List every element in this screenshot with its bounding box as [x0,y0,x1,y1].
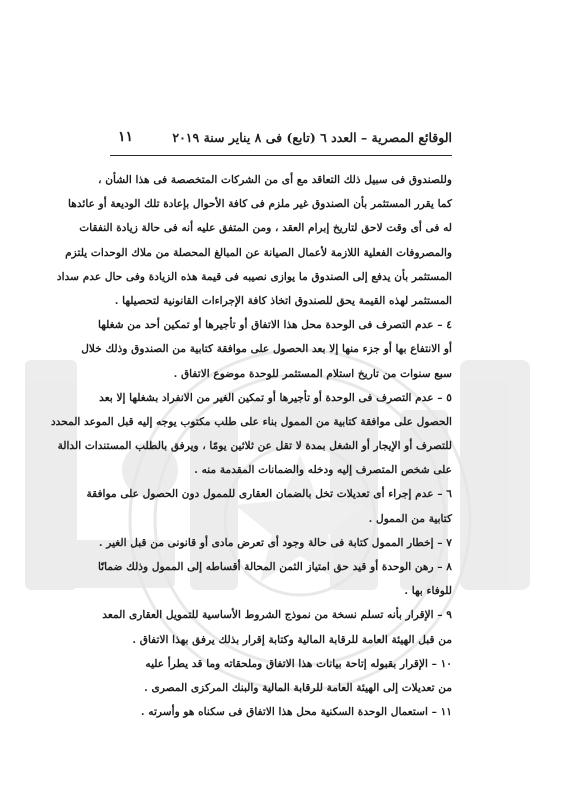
text-line: كما يقرر المستثمر بأن الصندوق غير ملزم فى كافة الأحوال بإعادة تلك الوديعة أو عائدها [68,198,452,211]
header-title: الوقائع المصرية – العدد ٦ (تابع) فى ٨ يناير سنة ٢٠١٩ [172,130,452,145]
text-line: ١٠ – الإقرار بقبوله إتاحة بيانات هذا الاتفاق وملحقاته وما قد يطرأ عليه [145,657,452,670]
text-line: المستثمر بأن يدفع إلى الصندوق ما يوازى نصيبه فى قيمة هذه الزيادة وفى حال عدم سداد [56,270,452,283]
text-line: ١١ – استعمال الوحدة السكنية محل هذا الاتفاق فى سكناه هو وأسرته . [140,706,452,719]
text-line: من قبل الهيئة العامة للرقابة المالية وكتابة إقرار بذلك يرفق بهذا الاتفاق . [132,633,452,646]
text-line: ٦ – عدم إجراء أى تعديلات تخل بالضمان العقارى للممول دون الحصول على موافقة [86,488,452,501]
text-line: للوفاء بها . [404,585,452,598]
text-line: ٤ – عدم التصرف فى الوحدة محل هذا الاتفاق أو تأجيرها أو تمكين أحد من شغلها [98,319,452,332]
header-divider [110,155,452,156]
body-text [50,168,452,724]
text-line: والمصروفات الفعلية اللازمة لأعمال الصيانة عن المبالغ المحصلة من ملاك الوحدات يلتزم [65,246,452,259]
text-line: وللصندوق فى سبيل ذلك التعاقد مع أى من الشركات المتخصصة فى هذا الشأن ، [98,174,452,186]
text-line: كتابية من الممول . [368,512,452,525]
text-line: ٩ – الإقرار بأنه تسلم نسخة من نموذج الشروط الأساسية للتمويل العقارى المعد [102,609,452,622]
text-line: المستثمر لهذه القيمة يحق للصندوق اتخاذ كافة الإجراءات القانونية لتحصيلها . [114,294,452,307]
text-line: سبع سنوات من تاريخ استلام المستثمر للوحدة موضوع الاتفاق . [173,367,452,380]
text-line: ٥ – عدم التصرف فى الوحدة أو تأجيرها أو تمكين الغير من الانفراد بشغلها إلا بعد [99,391,452,404]
text-line: على شخص المتصرف إليه ودخله والضمانات المقدمة منه . [194,464,452,477]
page-number: ١١ [118,129,134,145]
text-line: من تعديلات إلى الهيئة العامة للرقابة المالية والبنك المركزى المصرى . [144,681,452,694]
page-header [110,128,452,152]
text-line: الحصول على موافقة كتابية من الممول بناء على طلب مكتوب يوجه إليه قبل الموعد المحدد [50,415,452,428]
text-line: ٧ – إخطار الممول كتابة فى حالة وجود أى تعرض مادى أو قانونى من قبل الغير . [98,536,452,549]
text-line: أو الانتفاع بها أو جزء منها إلا بعد الحصول على موافقة كتابية من الصندوق وذلك خلال [81,343,452,356]
text-line: للتصرف أو الإيجار أو الشغل بمدة لا تقل عن ثلاثين يومًا ، ويرفق بالطلب المستندات الدالة [57,440,452,453]
text-line: له فى أى وقت لاحق لتاريخ إبرام العقد ، ومن المتفق عليه أنه فى حالة زيادة النفقات [79,222,452,235]
text-line: ٨ – رهن الوحدة أو قيد حق امتياز الثمن المحالة أقساطه إلى الممول وذلك ضمانًا [97,561,452,573]
